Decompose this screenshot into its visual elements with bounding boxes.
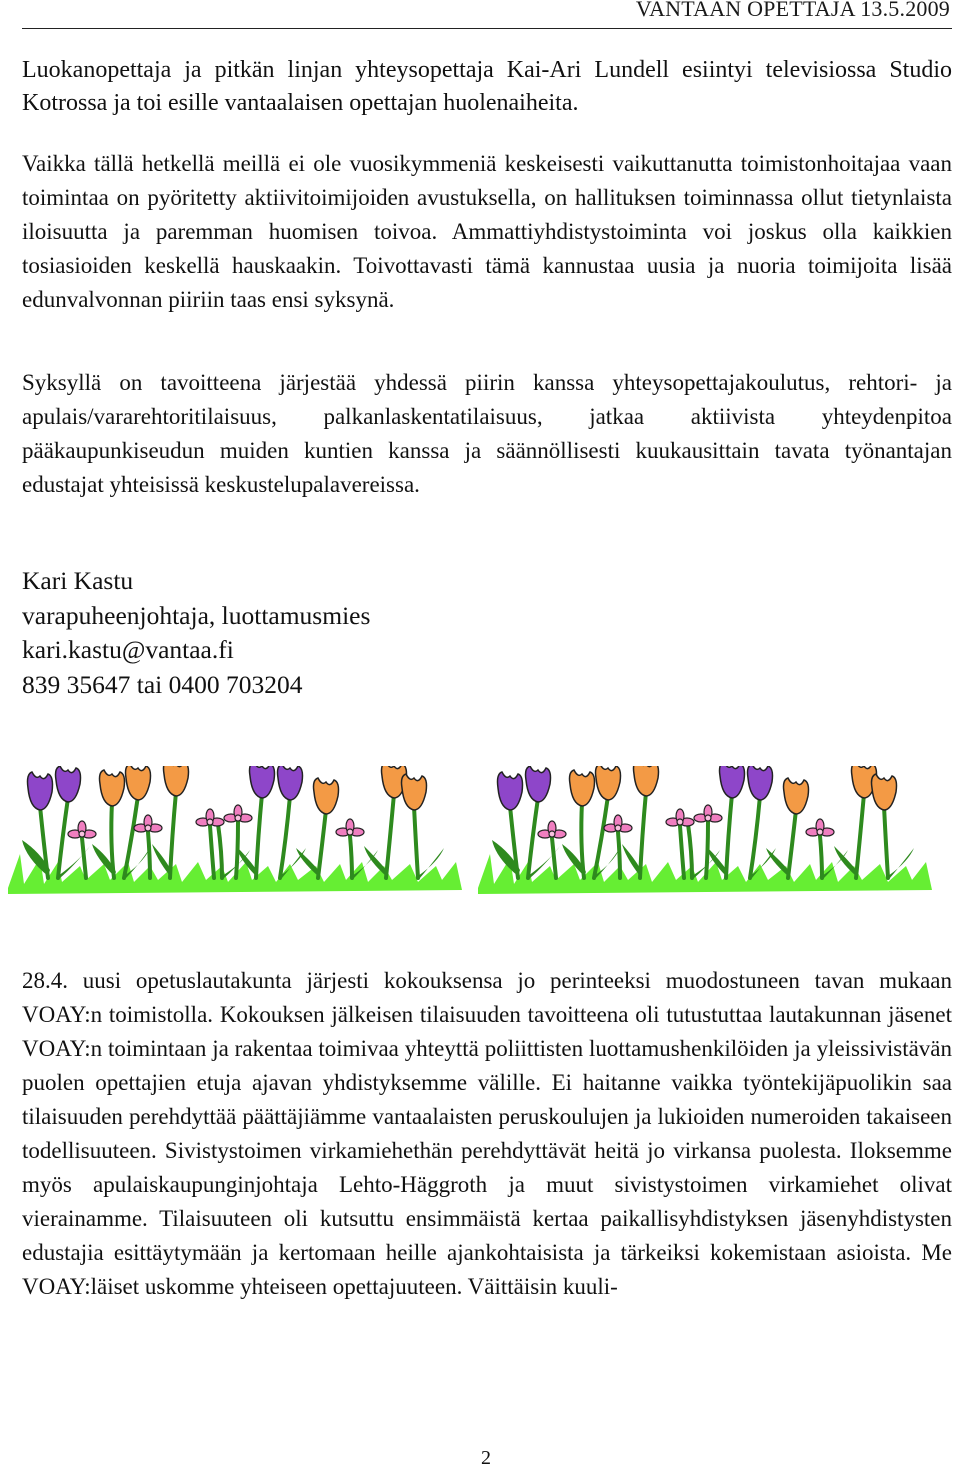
tulip-heads <box>28 766 427 814</box>
tulip-group-left <box>8 766 462 894</box>
signature-block <box>22 564 370 702</box>
page-header: VANTAAN OPETTAJA 13.5.2009 <box>635 0 950 21</box>
tulip-border-illustration <box>0 766 960 896</box>
paragraph-intro: Luokanopettaja ja pitkän linjan yhteysopettaja Kai-Ari Lundell esiintyi televisiossa Studio Kotrossa ja toi esille vantaalaisen opettajan huolenaiheita. <box>22 57 952 116</box>
header-rule <box>22 28 952 29</box>
signature-email: kari.kastu@vantaa.fi <box>22 635 234 664</box>
page-number: 2 <box>481 1447 491 1469</box>
paragraph-syksy: Syksyllä on tavoitteena järjestää yhdessä piirin kanssa yhteysopettajakoulutus, rehtori- ja apulais/vararehtoritilaisuus, palkanlaskentatilaisuus, jatkaa aktiivista yhteydenpitoa pääkaupunkiseudun muiden kuntien kanssa ja säännöllisesti kuukausittain tavata työnantajan edustajat yhteisissä keskustelupalavereissa. <box>22 370 952 497</box>
signature-role: varapuheenjohtaja, luottamusmies <box>22 600 371 630</box>
paragraph-lautakunta: 28.4. uusi opetuslautakunta järjesti kokouksensa jo perinteeksi muodostuneen tavan mukaan VOAY:n toimistolla. Kokouksen jälkeisen tilaisuuden tavoitteena oli tutustuttaa lautakunnan jäsenet VOAY:n toimintaan ja rakentaa toimivaa yhteyttä poliittisten luottamushenkilöiden ja yleissivistävän puolen opettajien etuja ajavan yhdistyksemme välille. Ei haitanne vaikka työntekijäpuolikin saa tilaisuuden perehdyttää päättäjiämme vantaalaisten peruskoulujen ja lukioiden numeroiden takaiseen todellisuuteen. Sivistystoimen virkamiehethän perehdyttävät heitä jo virkansa puolesta. Iloksemme myös apulaiskaupunginjohtaja Lehto-Häggroth ja muut sivistystoimen virkamiehet olivat vierainamme. Tilaisuuteen oli kutsuttu ensimmäistä kertaa paikallisyhdistyksen jäsenyhdistysten edustajia esittäytymään ja kertomaan heille ajankohtaisista ja tärkeiksi kokemistaan asioista. Me VOAY:läiset uskomme yhteiseen opettajuuteen. Väittäisin kuuli- <box>22 968 952 1299</box>
signature-name: Kari Kastu <box>22 566 134 595</box>
signature-phone: 839 35647 tai 0400 703204 <box>22 669 303 699</box>
paragraph-hallitus: Vaikka tällä hetkellä meillä ei ole vuosikymmeniä keskeisesti vaikuttanutta toimistonhoitajaa vaan toimintaa on pyöritetty aktiivitoimijoiden avustuksella, on hallituksen toiminnassa ollut tietynlaista iloisuutta ja paremman huomisen toivoa. Ammattiyhdistystoiminta voi joskus olla kaikkien tosiasioiden keskellä hauskaakin. Toivottavasti tämä kannustaa uusia ja nuoria toimijoita lisää edunvalvonnan piiriin taas ensi syksynä. <box>22 151 952 312</box>
tulip-group-right <box>478 766 932 894</box>
